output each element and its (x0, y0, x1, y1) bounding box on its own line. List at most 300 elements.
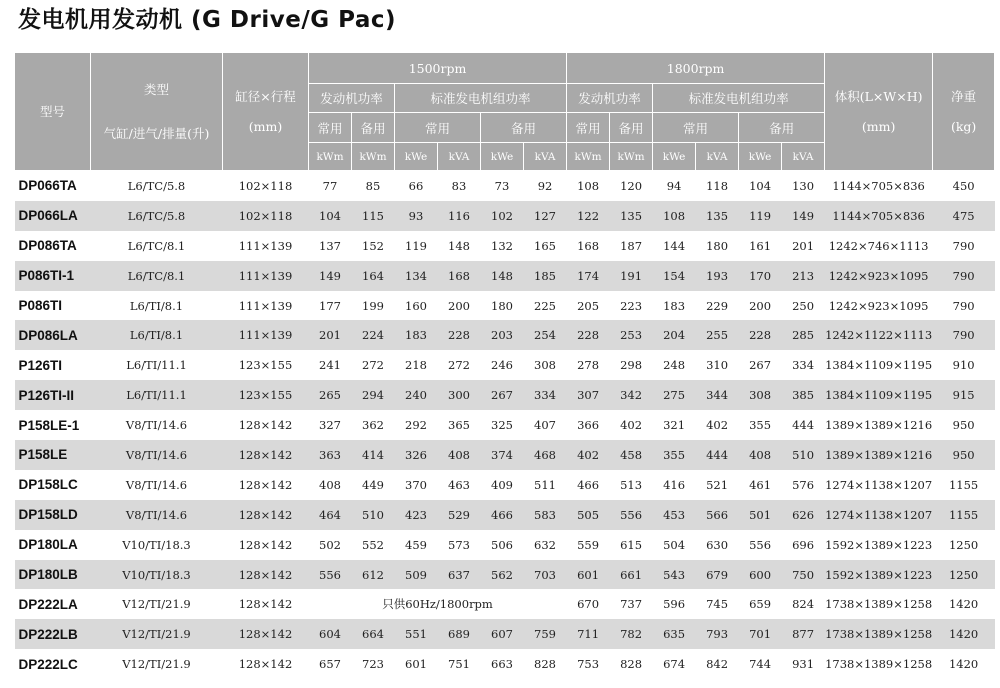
value-cell: 573 (438, 530, 481, 560)
value-cell: 502 (309, 530, 352, 560)
value-cell: 201 (782, 231, 825, 261)
type-cell: L6/TC/8.1 (91, 231, 223, 261)
value-cell: 464 (309, 500, 352, 530)
value-cell: 278 (567, 350, 610, 380)
value-cell: 218 (395, 350, 438, 380)
value-cell: 285 (782, 320, 825, 350)
type-cell: V12/TI/21.9 (91, 589, 223, 619)
value-cell: 711 (567, 619, 610, 649)
weight-cell: 1420 (933, 619, 995, 649)
value-cell: 402 (610, 410, 653, 440)
header-bore-stroke (223, 53, 309, 171)
bore-stroke-cell: 102×118 (223, 201, 309, 231)
value-cell: 326 (395, 440, 438, 470)
model-cell: DP158LD (15, 500, 91, 530)
value-cell: 661 (610, 560, 653, 590)
value-cell: 120 (610, 171, 653, 201)
value-cell: 183 (395, 320, 438, 350)
bore-stroke-cell: 102×118 (223, 171, 309, 201)
value-cell: 506 (481, 530, 524, 560)
header-prime: 常用 (309, 113, 352, 143)
value-cell: 148 (438, 231, 481, 261)
value-cell: 135 (610, 201, 653, 231)
bore-stroke-cell: 123×155 (223, 380, 309, 410)
weight-cell: 790 (933, 261, 995, 291)
value-cell: 228 (739, 320, 782, 350)
value-cell: 466 (481, 500, 524, 530)
value-cell: 149 (309, 261, 352, 291)
value-cell: 414 (352, 440, 395, 470)
header-engine-power-1500: 发动机功率 (309, 84, 395, 113)
dimension-cell: 1242×923×1095 (825, 291, 933, 321)
value-cell: 696 (782, 530, 825, 560)
value-cell: 164 (352, 261, 395, 291)
header-prime: 常用 (567, 113, 610, 143)
value-cell: 551 (395, 619, 438, 649)
model-cell: DP180LB (15, 560, 91, 590)
value-cell: 108 (567, 171, 610, 201)
value-cell: 737 (610, 589, 653, 619)
table-row (15, 171, 995, 201)
type-cell: V8/TI/14.6 (91, 410, 223, 440)
value-cell: 267 (739, 350, 782, 380)
value-cell: 224 (352, 320, 395, 350)
table-row (15, 560, 995, 590)
model-cell: P086TI-1 (15, 261, 91, 291)
value-cell: 200 (438, 291, 481, 321)
value-cell: 601 (395, 649, 438, 679)
value-cell: 664 (352, 619, 395, 649)
header-unit-kwe: kWe (739, 143, 782, 171)
table-row (15, 201, 995, 231)
table-body (15, 171, 995, 680)
value-cell: 300 (438, 380, 481, 410)
value-cell: 93 (395, 201, 438, 231)
value-cell: 185 (524, 261, 567, 291)
value-cell: 115 (352, 201, 395, 231)
value-cell: 407 (524, 410, 567, 440)
value-cell: 449 (352, 470, 395, 500)
header-unit-kwm: kWm (352, 143, 395, 171)
type-cell: V8/TI/14.6 (91, 500, 223, 530)
value-cell: 137 (309, 231, 352, 261)
header-gen-power-1800: 标准发电机组功率 (653, 84, 825, 113)
value-cell: 877 (782, 619, 825, 649)
table-row (15, 350, 995, 380)
value-cell: 161 (739, 231, 782, 261)
value-cell: 85 (352, 171, 395, 201)
table-row (15, 320, 995, 350)
header-unit-kwe: kWe (481, 143, 524, 171)
value-cell: 228 (567, 320, 610, 350)
table-row (15, 649, 995, 679)
value-cell: 556 (739, 530, 782, 560)
value-cell: 321 (653, 410, 696, 440)
value-cell: 73 (481, 171, 524, 201)
value-cell: 521 (696, 470, 739, 500)
value-cell: 191 (610, 261, 653, 291)
header-weight-label: 净重 (951, 88, 977, 104)
bore-stroke-cell: 123×155 (223, 350, 309, 380)
table-row (15, 261, 995, 291)
value-cell: 750 (782, 560, 825, 590)
value-cell: 334 (782, 350, 825, 380)
value-cell: 753 (567, 649, 610, 679)
bore-stroke-cell: 128×142 (223, 560, 309, 590)
value-cell: 600 (739, 560, 782, 590)
value-cell: 132 (481, 231, 524, 261)
weight-cell: 790 (933, 291, 995, 321)
value-cell: 701 (739, 619, 782, 649)
value-cell: 200 (739, 291, 782, 321)
value-cell: 187 (610, 231, 653, 261)
value-cell: 612 (352, 560, 395, 590)
weight-cell: 950 (933, 440, 995, 470)
table-header (15, 53, 995, 171)
value-cell: 325 (481, 410, 524, 440)
value-cell: 576 (782, 470, 825, 500)
model-cell: DP222LB (15, 619, 91, 649)
value-cell: 180 (696, 231, 739, 261)
dimension-cell: 1738×1389×1258 (825, 619, 933, 649)
value-cell: 327 (309, 410, 352, 440)
model-cell: P086TI (15, 291, 91, 321)
type-cell: L6/TI/8.1 (91, 291, 223, 321)
bore-stroke-cell: 128×142 (223, 619, 309, 649)
value-cell: 246 (481, 350, 524, 380)
value-cell: 370 (395, 470, 438, 500)
value-cell: 543 (653, 560, 696, 590)
value-cell: 127 (524, 201, 567, 231)
type-cell: L6/TC/8.1 (91, 261, 223, 291)
dimension-cell: 1738×1389×1258 (825, 649, 933, 679)
model-cell: P158LE (15, 440, 91, 470)
weight-cell: 1420 (933, 589, 995, 619)
value-cell: 342 (610, 380, 653, 410)
table-row (15, 291, 995, 321)
value-cell: 601 (567, 560, 610, 590)
type-cell: V12/TI/21.9 (91, 619, 223, 649)
value-cell: 463 (438, 470, 481, 500)
value-cell: 119 (395, 231, 438, 261)
value-cell: 250 (782, 291, 825, 321)
value-cell: 637 (438, 560, 481, 590)
value-cell: 828 (610, 649, 653, 679)
value-cell: 626 (782, 500, 825, 530)
value-cell: 363 (309, 440, 352, 470)
value-cell: 165 (524, 231, 567, 261)
weight-cell: 1250 (933, 530, 995, 560)
weight-cell: 1155 (933, 500, 995, 530)
table-row (15, 440, 995, 470)
value-cell: 160 (395, 291, 438, 321)
value-cell: 365 (438, 410, 481, 440)
type-cell: L6/TC/5.8 (91, 201, 223, 231)
dimension-cell: 1144×705×836 (825, 171, 933, 201)
value-cell: 83 (438, 171, 481, 201)
dimension-cell: 1144×705×836 (825, 201, 933, 231)
bore-stroke-cell: 111×139 (223, 261, 309, 291)
value-cell: 556 (610, 500, 653, 530)
value-cell: 203 (481, 320, 524, 350)
value-cell: 504 (653, 530, 696, 560)
value-cell: 630 (696, 530, 739, 560)
value-cell: 824 (782, 589, 825, 619)
value-cell: 144 (653, 231, 696, 261)
header-unit-kwm: kWm (309, 143, 352, 171)
value-cell: 122 (567, 201, 610, 231)
value-cell: 199 (352, 291, 395, 321)
value-cell: 204 (653, 320, 696, 350)
value-cell: 334 (524, 380, 567, 410)
type-cell: L6/TC/5.8 (91, 171, 223, 201)
header-volume-label: 体积(L×W×H) (834, 88, 923, 104)
type-cell: V8/TI/14.6 (91, 470, 223, 500)
value-cell: 149 (782, 201, 825, 231)
model-cell: DP086TA (15, 231, 91, 261)
type-cell: L6/TI/8.1 (91, 320, 223, 350)
weight-cell: 450 (933, 171, 995, 201)
header-unit-kwe: kWe (653, 143, 696, 171)
model-cell: DP180LA (15, 530, 91, 560)
header-type (91, 53, 223, 171)
weight-cell: 950 (933, 410, 995, 440)
value-cell: 193 (696, 261, 739, 291)
bore-stroke-cell: 128×142 (223, 530, 309, 560)
value-cell: 459 (395, 530, 438, 560)
header-bore-label: 缸径×行程 (235, 88, 296, 104)
value-cell: 298 (610, 350, 653, 380)
value-cell: 248 (653, 350, 696, 380)
value-cell: 466 (567, 470, 610, 500)
value-cell: 77 (309, 171, 352, 201)
value-cell: 292 (395, 410, 438, 440)
table-row (15, 470, 995, 500)
value-cell: 108 (653, 201, 696, 231)
value-cell: 657 (309, 649, 352, 679)
value-cell: 408 (309, 470, 352, 500)
note-cell: 只供60Hz/1800rpm (309, 589, 567, 619)
value-cell: 453 (653, 500, 696, 530)
model-cell: DP222LA (15, 589, 91, 619)
header-standby: 备用 (610, 113, 653, 143)
value-cell: 267 (481, 380, 524, 410)
header-1500rpm: 1500rpm (309, 53, 567, 84)
header-engine-power-1800: 发动机功率 (567, 84, 653, 113)
value-cell: 529 (438, 500, 481, 530)
value-cell: 744 (739, 649, 782, 679)
value-cell: 444 (782, 410, 825, 440)
weight-cell: 790 (933, 320, 995, 350)
type-cell: L6/TI/11.1 (91, 350, 223, 380)
bore-stroke-cell: 128×142 (223, 470, 309, 500)
value-cell: 689 (438, 619, 481, 649)
value-cell: 275 (653, 380, 696, 410)
model-cell: P158LE-1 (15, 410, 91, 440)
value-cell: 116 (438, 201, 481, 231)
value-cell: 501 (739, 500, 782, 530)
value-cell: 310 (696, 350, 739, 380)
value-cell: 366 (567, 410, 610, 440)
value-cell: 679 (696, 560, 739, 590)
value-cell: 265 (309, 380, 352, 410)
value-cell: 552 (352, 530, 395, 560)
header-standby: 备用 (739, 113, 825, 143)
bore-stroke-cell: 128×142 (223, 440, 309, 470)
value-cell: 240 (395, 380, 438, 410)
dimension-cell: 1592×1389×1223 (825, 530, 933, 560)
value-cell: 468 (524, 440, 567, 470)
weight-cell: 1420 (933, 649, 995, 679)
bore-stroke-cell: 111×139 (223, 231, 309, 261)
type-cell: V12/TI/21.9 (91, 649, 223, 679)
value-cell: 272 (352, 350, 395, 380)
value-cell: 134 (395, 261, 438, 291)
header-gen-power-1500: 标准发电机组功率 (395, 84, 567, 113)
value-cell: 402 (696, 410, 739, 440)
dimension-cell: 1384×1109×1195 (825, 380, 933, 410)
value-cell: 254 (524, 320, 567, 350)
value-cell: 559 (567, 530, 610, 560)
value-cell: 223 (610, 291, 653, 321)
value-cell: 228 (438, 320, 481, 350)
value-cell: 174 (567, 261, 610, 291)
value-cell: 635 (653, 619, 696, 649)
dimension-cell: 1274×1138×1207 (825, 470, 933, 500)
value-cell: 674 (653, 649, 696, 679)
header-bore-unit: (mm) (248, 118, 283, 134)
header-type-sub: 气缸/进气/排量(升) (103, 125, 210, 141)
header-unit-kwm: kWm (610, 143, 653, 171)
dimension-cell: 1242×746×1113 (825, 231, 933, 261)
value-cell: 344 (696, 380, 739, 410)
table-row (15, 500, 995, 530)
model-cell: P126TI (15, 350, 91, 380)
value-cell: 409 (481, 470, 524, 500)
table-row (15, 589, 995, 619)
value-cell: 148 (481, 261, 524, 291)
value-cell: 615 (610, 530, 653, 560)
table-row (15, 231, 995, 261)
value-cell: 152 (352, 231, 395, 261)
value-cell: 241 (309, 350, 352, 380)
value-cell: 253 (610, 320, 653, 350)
value-cell: 751 (438, 649, 481, 679)
value-cell: 135 (696, 201, 739, 231)
value-cell: 104 (309, 201, 352, 231)
value-cell: 632 (524, 530, 567, 560)
header-model: 型号 (15, 53, 91, 171)
model-cell: DP222LC (15, 649, 91, 679)
dimension-cell: 1242×923×1095 (825, 261, 933, 291)
dimension-cell: 1242×1122×1113 (825, 320, 933, 350)
type-cell: V10/TI/18.3 (91, 530, 223, 560)
value-cell: 229 (696, 291, 739, 321)
weight-cell: 1155 (933, 470, 995, 500)
bore-stroke-cell: 111×139 (223, 320, 309, 350)
value-cell: 402 (567, 440, 610, 470)
header-unit-kva: kVA (438, 143, 481, 171)
value-cell: 168 (438, 261, 481, 291)
value-cell: 255 (696, 320, 739, 350)
value-cell: 102 (481, 201, 524, 231)
model-cell: DP158LC (15, 470, 91, 500)
weight-cell: 915 (933, 380, 995, 410)
table-row (15, 530, 995, 560)
header-prime: 常用 (653, 113, 739, 143)
value-cell: 225 (524, 291, 567, 321)
header-unit-kwe: kWe (395, 143, 438, 171)
value-cell: 562 (481, 560, 524, 590)
bore-stroke-cell: 111×139 (223, 291, 309, 321)
value-cell: 385 (782, 380, 825, 410)
value-cell: 408 (739, 440, 782, 470)
value-cell: 511 (524, 470, 567, 500)
value-cell: 201 (309, 320, 352, 350)
value-cell: 170 (739, 261, 782, 291)
value-cell: 355 (653, 440, 696, 470)
value-cell: 458 (610, 440, 653, 470)
weight-cell: 790 (933, 231, 995, 261)
page-title: 发电机用发动机 (G Drive/G Pac) (18, 7, 397, 33)
header-standby: 备用 (352, 113, 395, 143)
value-cell: 604 (309, 619, 352, 649)
value-cell: 308 (739, 380, 782, 410)
value-cell: 782 (610, 619, 653, 649)
dimension-cell: 1384×1109×1195 (825, 350, 933, 380)
value-cell: 168 (567, 231, 610, 261)
value-cell: 607 (481, 619, 524, 649)
value-cell: 461 (739, 470, 782, 500)
value-cell: 723 (352, 649, 395, 679)
table-row (15, 380, 995, 410)
value-cell: 294 (352, 380, 395, 410)
value-cell: 119 (739, 201, 782, 231)
header-prime: 常用 (395, 113, 481, 143)
header-volume-unit: (mm) (861, 118, 896, 134)
value-cell: 513 (610, 470, 653, 500)
value-cell: 180 (481, 291, 524, 321)
header-volume (825, 53, 933, 171)
value-cell: 416 (653, 470, 696, 500)
value-cell: 362 (352, 410, 395, 440)
value-cell: 154 (653, 261, 696, 291)
dimension-cell: 1274×1138×1207 (825, 500, 933, 530)
weight-cell: 910 (933, 350, 995, 380)
header-unit-kva: kVA (524, 143, 567, 171)
value-cell: 745 (696, 589, 739, 619)
model-cell: DP066LA (15, 201, 91, 231)
value-cell: 663 (481, 649, 524, 679)
bore-stroke-cell: 128×142 (223, 500, 309, 530)
value-cell: 444 (696, 440, 739, 470)
value-cell: 408 (438, 440, 481, 470)
value-cell: 213 (782, 261, 825, 291)
value-cell: 272 (438, 350, 481, 380)
value-cell: 556 (309, 560, 352, 590)
dimension-cell: 1389×1389×1216 (825, 410, 933, 440)
value-cell: 374 (481, 440, 524, 470)
header-1800rpm: 1800rpm (567, 53, 825, 84)
value-cell: 510 (782, 440, 825, 470)
dimension-cell: 1389×1389×1216 (825, 440, 933, 470)
bore-stroke-cell: 128×142 (223, 649, 309, 679)
value-cell: 205 (567, 291, 610, 321)
type-cell: L6/TI/11.1 (91, 380, 223, 410)
dimension-cell: 1738×1389×1258 (825, 589, 933, 619)
type-cell: V8/TI/14.6 (91, 440, 223, 470)
value-cell: 94 (653, 171, 696, 201)
